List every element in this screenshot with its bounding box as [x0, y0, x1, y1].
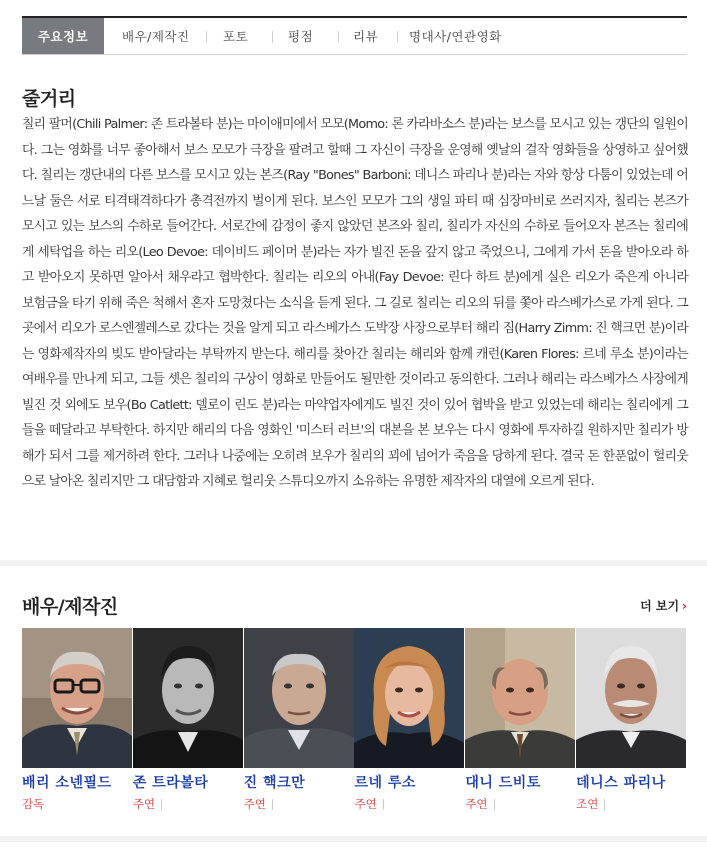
cast-role: [133, 796, 244, 812]
cast-role-label: 주연: [243, 797, 266, 811]
cast-name-link[interactable]: 배리 소넨필드: [22, 775, 112, 791]
cast-photo[interactable]: [354, 628, 464, 768]
tab-photo[interactable]: 포토: [207, 18, 273, 54]
cast-card[interactable]: [354, 628, 465, 812]
cast-photo[interactable]: [465, 628, 575, 768]
chevron-right-icon: ›: [682, 599, 687, 613]
cast-name-link[interactable]: 대니 드비토: [465, 775, 541, 791]
cast-name-link[interactable]: 르네 루소: [354, 775, 416, 791]
cast-role: [465, 796, 576, 812]
more-cast-link[interactable]: [640, 597, 687, 614]
cast-role-label: 주연: [132, 797, 156, 811]
tab-rating[interactable]: 평점: [273, 18, 339, 54]
synopsis-title: 줄거리: [22, 88, 76, 110]
cast-role: [22, 796, 133, 812]
cast-card[interactable]: [576, 628, 687, 812]
cast-card[interactable]: [244, 628, 355, 812]
cast-card[interactable]: [465, 628, 576, 812]
synopsis-text: 칠리 팔머(Chili Palmer: 존 트라볼타 분)는 마이애미에서 모모(Momo: 론 카라바소스 분)라는 보스를 모시고 있는 갱단의 일원이다. 그는 영화를 너무 좋아해서 보스 모모가 극장을 팔려고 할때 그 자신이 극장을 운영해 옛날의 걸작 영화들을 상영하고 싶어했다. 칠리는 갱단내의 다른 보스를 모시고 있는 본즈(Ray "Bones" Barboni: 데니스 파리나 분)라는 자와 항상 다툼이 있었는데 어느날 둘은 서로 티격태격하다가 총격전까지 벌이게 된다. 보스인 모모가 그의 생일 파티 때 심장마비로 쓰러지자, 칠리는 본즈가 모시고 있는 보스의 수하로 들어간다. 서로간에 감정이 좋지 않았던 본즈와 칠리, 칠리가 자신의 수하로 들어오자 본즈는 칠리에게 세탁업을 하는 리오(Leo Devoe: 데이비드 페이머 분)라는 자가 빌진 돈을 갚지 않고 죽었으니, 그에게 가서 돈을 받아오라 하고 받아오지 못하면 알아서 채우라고 협박한다. 칠리는 리오의 아내(Fay Devoe: 린다 하트 분)에게 실은 리오가 죽은게 아니라 보험금을 타기 위해 죽은 척해서 혼자 도망쳤다는 소식을 듣게 된다. 그 길로 칠리는 리오의 뒤를 쫓아 라스베가스로 가게 된다. 그곳에서 리오가 로스엔젤레스로 갔다는 것을 알게 되고 라스베가스 도박장 사장으로부터 해리 짐(Harry Zimm: 진 핵크먼 분)이라는 영화제작자의 빚도 받아달라는 부탁까지 받는다. 해리를 찾아간 칠리는 해리와 함께 캐런(Karen Flores: 르네 루소 분)이라는 여배우를 만나게 되고, 그들 셋은 칠리의 구상이 영화로 만들어도 될만한 것이라고 동의한다. 그러나 해리는 라스베가스 사장에게 빌진 것 외에도 보우(Bo Catlett: 델로이 린도 분)라는 마약업자에게도 빌진 것이 있어 협박을 받고 있었는데 해리는 칠리에게 그들을 떼달라고 부탁한다. 하지만 해리의 다음 영화인 '미스터 러브'의 대본을 본 보우는 다시 영화에 투자하길 원하지만 칠리가 방해가 되서 그를 제거하려 한다. 그러나 나중에는 오히려 보우가 칠리의 꾀에 넘어가 죽음을 당하게 된다. 결국 돈 한푼없이 헐리웃으로 날아온 칠리지만 그 대담함과 지혜로 헐리웃 스튜디오까지 소유하는 유명한 제작자의 대열에 오르게 된다.: [22, 117, 688, 489]
cast-photo[interactable]: [244, 628, 354, 768]
cast-name-link[interactable]: 존 트라볼타: [132, 775, 209, 791]
role-divider: [604, 799, 605, 810]
cast-name-link[interactable]: 진 핵크만: [243, 775, 306, 791]
cast-role: [244, 796, 355, 812]
cast-role-label: 주연: [354, 797, 377, 811]
cast-card[interactable]: [133, 628, 244, 812]
tab-review[interactable]: 리뷰: [339, 18, 398, 54]
tab-quotes-related[interactable]: 명대사/연관영화: [409, 29, 502, 44]
cast-role: [354, 796, 465, 812]
section-divider: [0, 560, 707, 566]
role-divider: [272, 799, 273, 810]
cast-photo[interactable]: [576, 628, 686, 768]
cast-role: [576, 796, 687, 812]
bottom-divider: [0, 836, 707, 842]
cast-photo[interactable]: [133, 628, 243, 768]
tab-cast-crew[interactable]: 배우/제작진: [104, 18, 207, 54]
cast-role-label: 주연: [465, 797, 488, 811]
cast-role-label: 조연: [576, 797, 599, 811]
cast-card[interactable]: [22, 628, 133, 812]
cast-list: [22, 628, 687, 812]
cast-section-title: 배우/제작진: [22, 596, 118, 618]
cast-photo[interactable]: [22, 628, 132, 768]
tab-bar: [22, 16, 687, 55]
role-divider: [383, 799, 384, 810]
role-divider: [494, 799, 495, 810]
tab-main-info[interactable]: 주요정보: [22, 18, 104, 54]
more-cast-label: 더 보기: [640, 599, 680, 613]
cast-name-link[interactable]: 데니스 파리나: [576, 775, 666, 791]
cast-role-label: 감독: [22, 797, 45, 811]
role-divider: [161, 799, 162, 810]
